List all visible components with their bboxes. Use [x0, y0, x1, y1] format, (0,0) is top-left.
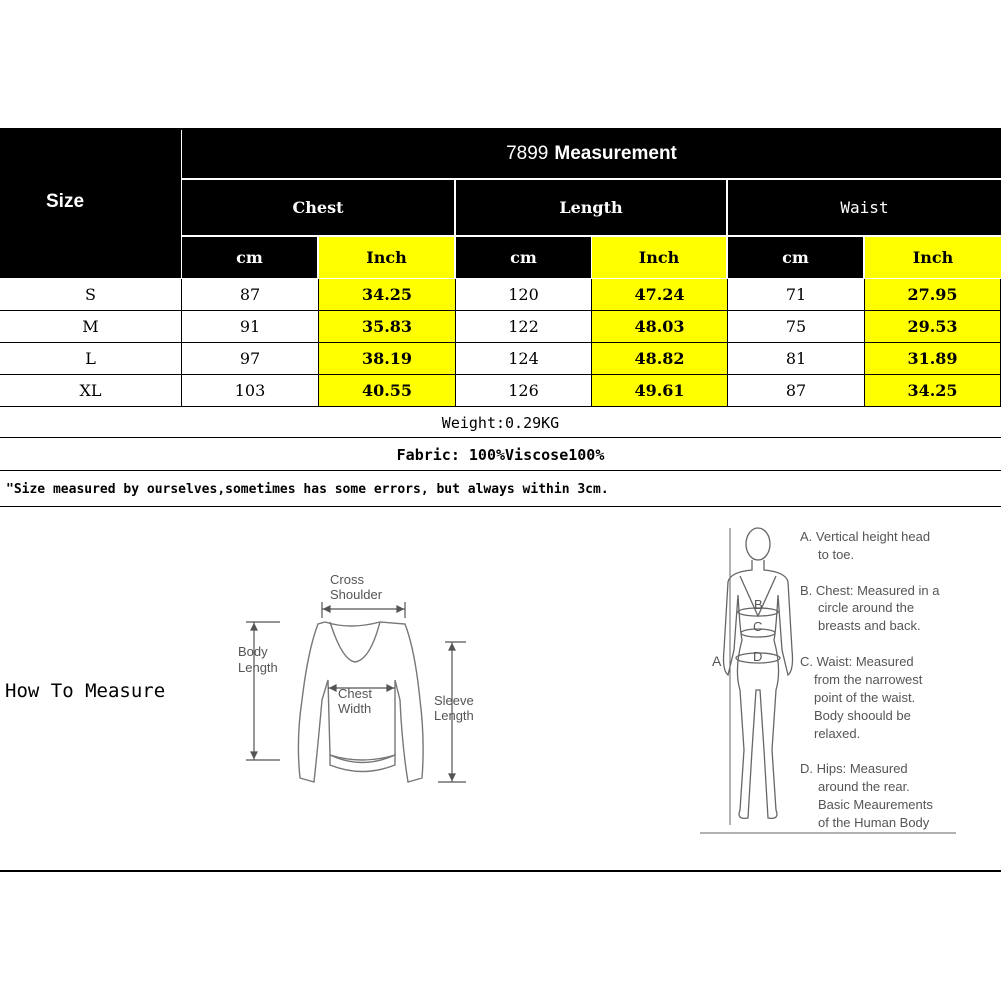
unit-label: Inch [366, 248, 407, 267]
table-cell-size [0, 279, 182, 311]
group-length [456, 180, 726, 235]
fabric-row [0, 439, 1001, 471]
cell-value: 87 [785, 381, 807, 400]
table-cell-length-cm [456, 311, 592, 343]
chest-width-label: Chest [338, 686, 372, 701]
size-header [0, 130, 181, 278]
legend-a-line: to toe. [818, 547, 855, 562]
table-cell-waist-cm [728, 343, 865, 375]
title-main: Measurement [554, 143, 677, 164]
cell-value: 122 [508, 317, 539, 336]
unit-waist-inch [865, 237, 1001, 278]
table-cell-waist-in [865, 311, 1001, 343]
cell-value: 47.24 [634, 285, 685, 304]
legend-d-line: around the rear. [818, 779, 910, 794]
cell-value: 27.95 [907, 285, 958, 304]
marker-b: B [754, 597, 763, 612]
cell-value: 103 [234, 381, 266, 400]
legend-d-line: D. Hips: Measured [800, 761, 908, 776]
table-title [182, 130, 1001, 178]
legend-c-line: Body shoould be [814, 708, 911, 723]
table-cell-chest-cm [182, 279, 319, 311]
table-cell-chest-in [319, 279, 456, 311]
table-cell-chest-cm [182, 375, 319, 407]
table-cell-waist-in [865, 375, 1001, 407]
table-cell-chest-in [319, 343, 456, 375]
table-cell-length-in [592, 375, 728, 407]
table-cell-size [0, 343, 182, 375]
cell-value: 34.25 [907, 381, 958, 400]
cell-value: 91 [239, 317, 261, 336]
unit-length-cm [456, 237, 591, 278]
fabric-text: Fabric: 100%Viscose100% [396, 445, 605, 464]
legend-c-line: from the narrowest [814, 672, 923, 687]
body-diagram [700, 520, 980, 840]
unit-length-inch [592, 237, 726, 278]
table-cell-length-cm [456, 375, 592, 407]
cell-value: 87 [239, 285, 261, 304]
unit-label: Inch [638, 248, 680, 267]
sleeve-length-label-2: Length [434, 708, 474, 723]
sleeve-length-label: Sleeve [434, 693, 474, 708]
table-cell-length-cm [456, 343, 592, 375]
cell-value: 71 [785, 285, 807, 304]
body-length-label: Body [238, 644, 268, 659]
unit-label: cm [236, 248, 263, 267]
how-to-measure-label: How To Measure [5, 680, 166, 702]
cell-value: 120 [508, 285, 539, 304]
unit-label: Inch [912, 248, 954, 267]
size-header-label: Size [46, 191, 85, 212]
legend-a-line: A. Vertical height head [800, 529, 931, 544]
legend-b-line: circle around the [818, 600, 915, 615]
cell-value: 124 [508, 349, 539, 368]
weight-text: Weight:0.29KG [441, 413, 560, 432]
table-cell-waist-cm [728, 375, 865, 407]
unit-waist-cm [728, 237, 863, 278]
note-divider [0, 506, 1001, 507]
table-cell-length-cm [456, 279, 592, 311]
table-cell-size [0, 311, 182, 343]
table-cell-length-in [592, 343, 728, 375]
cell-value: 31.89 [907, 349, 958, 368]
marker-c: C [753, 619, 763, 634]
legend-d-line: of the Human Body [818, 815, 930, 830]
group-length-label: Length [559, 198, 623, 217]
group-chest-label: Chest [292, 198, 344, 217]
table-cell-length-in [592, 311, 728, 343]
title-prefix: 7899 [506, 143, 549, 164]
table-cell-chest-in [319, 375, 456, 407]
cell-value: M [82, 317, 99, 336]
unit-label: cm [510, 248, 537, 267]
marker-a: A [712, 653, 722, 669]
table-cell-waist-in [865, 343, 1001, 375]
cell-value: 38.19 [361, 349, 413, 368]
cell-value: 49.61 [634, 381, 685, 400]
legend-c-line: relaxed. [814, 726, 861, 741]
legend-c-line: C. Waist: Measured [800, 654, 914, 669]
unit-label: cm [782, 248, 809, 267]
table-cell-length-in [592, 279, 728, 311]
table-cell-size [0, 375, 182, 407]
legend-c-line: point of the waist. [814, 690, 916, 705]
cell-value: 34.25 [361, 285, 413, 304]
group-chest [182, 180, 454, 235]
table-cell-chest-cm [182, 311, 319, 343]
table-cell-waist-cm [728, 279, 865, 311]
cell-value: 48.82 [634, 349, 685, 368]
marker-d: D [753, 649, 763, 664]
cell-value: 40.55 [361, 381, 413, 400]
cell-value: 35.83 [361, 317, 413, 336]
shirt-diagram [230, 560, 490, 800]
table-cell-waist-cm [728, 311, 865, 343]
chest-width-label-2: Width [338, 701, 372, 716]
cell-value: 29.53 [907, 317, 958, 336]
table-cell-waist-in [865, 279, 1001, 311]
cell-value: 75 [785, 317, 807, 336]
unit-chest-inch [319, 237, 454, 278]
cross-shoulder-label-2: Shoulder [330, 587, 383, 602]
legend-b-line: B. Chest: Measured in a [800, 583, 940, 598]
cell-value: 97 [239, 349, 261, 368]
cell-value: 126 [508, 381, 539, 400]
cell-value: S [85, 285, 96, 304]
group-waist [728, 180, 1001, 235]
weight-row [0, 408, 1001, 438]
cross-shoulder-label: Cross [330, 572, 364, 587]
size-note: "Size measured by ourselves,sometimes has some errors, but always within 3cm. [6, 482, 609, 497]
body-length-label-2: Length [238, 660, 278, 675]
cell-value: L [85, 349, 96, 368]
unit-chest-cm [182, 237, 317, 278]
measure-legend [800, 529, 940, 830]
table-cell-chest-cm [182, 343, 319, 375]
cell-value: 48.03 [634, 317, 685, 336]
cell-value: 81 [785, 349, 807, 368]
legend-d-line: Basic Meaurements [818, 797, 933, 812]
table-cell-chest-in [319, 311, 456, 343]
group-waist-label: Waist [840, 198, 889, 217]
cell-value: XL [79, 381, 102, 400]
legend-b-line: breasts and back. [818, 618, 921, 633]
